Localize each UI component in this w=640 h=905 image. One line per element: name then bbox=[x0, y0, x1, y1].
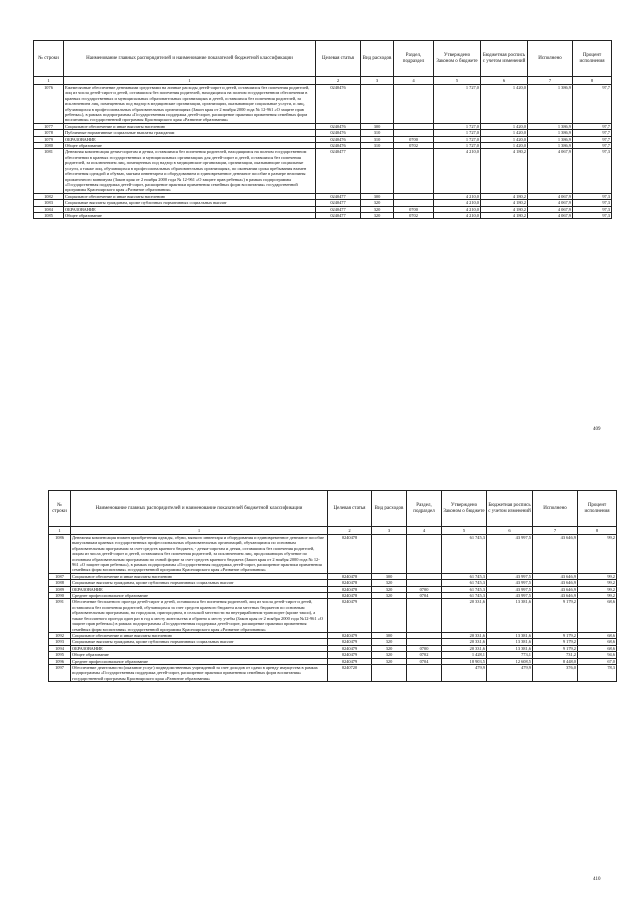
row-budget-list: 43 997,5 bbox=[487, 580, 533, 586]
row-exp-type bbox=[372, 599, 407, 632]
table-row bbox=[49, 664, 617, 681]
row-number: 1084 bbox=[34, 206, 64, 212]
row-section bbox=[394, 85, 434, 124]
col-number: 1 bbox=[64, 77, 316, 85]
table-row bbox=[49, 599, 617, 632]
row-name: Ежемесячные обеспечение денежными средствами на личные расходы детей-сирот и детей, оставшихся без попечения родителей, лиц из числа детей-сирот и детей, оставшихся без попечения родителей, находящихся на полном государственном обеспечении в краевых государственных и муниципальных образовательных организациях и детей, оставшихся без попечения родителей, за исключением лиц, помещенных под надзор в медицинские организации, организации, оказывающие социальные услуги, и лиц, обучающихся в профессиональных образовательных организациях (Закон края от 2 ноября 2000 года № 12-961 «О защите прав ребенка»), в рамках подпрограммы «Государственная поддержка детей-сирот, расширение практики применения семейных форм воспитания» государственной программы Красноярского края «Развитие образования» bbox=[64, 85, 316, 124]
row-percent: 68,6 bbox=[578, 639, 617, 645]
row-executed: 9 179,2 bbox=[533, 639, 578, 645]
row-target: 0240476 bbox=[316, 143, 361, 149]
header-budget-list: Бюджетная роспись с учетом изменений bbox=[487, 491, 533, 527]
row-section bbox=[394, 149, 434, 193]
page-number-410: 410 bbox=[593, 877, 601, 882]
row-exp-type bbox=[361, 149, 394, 193]
row-number: 1086 bbox=[49, 535, 71, 574]
header-section: Раздел, подраздел bbox=[407, 491, 442, 527]
table-header bbox=[49, 491, 617, 527]
row-exp-type: 320 bbox=[361, 200, 394, 206]
row-name: Социальное обеспечение и иные выплаты населению bbox=[64, 123, 316, 129]
row-budget-list: 4 180,2 bbox=[481, 200, 528, 206]
row-target: 0240478 bbox=[328, 586, 372, 592]
row-name: Обеспечение бесплатного проезда детей-сирот и детей, оставшихся без попечения родителей, лиц из числа детей-сирот и детей, оставшихся без попечения родителей, обучающихся за счет средств краевого бюджета или местных бюджетов по основным образовательным программам, на городском, пригородном, в сельской местности на внутрирайонном транспорте (кроме такси), а также бесплатного проезда один раз в год к месту жительства и обратно к месту учебы (Закон края от 2 ноября 2000 года №12-961 «О защите прав ребенка») в рамках подпрограммы «Государственная поддержка детей-сирот, расширение практики применения семейных форм воспитания» государственной программы Красноярского края «Развитие образования» bbox=[71, 599, 328, 632]
row-name: Денежная компенсация взамен приобретения одежды, обуви, мягкого инвентаря и оборудования и единовременное денежное пособие выпускникам краевых государственных профессиональных образовательных организаций, обучающимся по основным образовательным программам за счет средств краевого бюджета, - детям-сиротам и детям, оставшимся без попечения родителей, лицам из числа детей-сирот и детей, оставшихся без попечения родителей, за исключением лиц, продолжающих обучение по основным образовательным программам по очной форме за счет средств краевого бюджета (Закон края от 2 ноября 2000 года № 12-961 «О защите прав ребенка»), в рамках подпрограммы «Государственная поддержка детей-сирот, расширение практики применения семейных форм воспитания» государственной программы Красноярского края «Развитие образования» bbox=[71, 535, 328, 574]
row-budget-list: 13 381,6 bbox=[487, 632, 533, 638]
row-target: 0240477 bbox=[316, 200, 361, 206]
header-name: Наименование главных распорядителей и наименование показателей бюджетной классификации bbox=[64, 41, 316, 77]
row-name: Денежная компенсация детям-сиротам и детям, оставшимся без попечения родителей, находящимся на полном государственном обеспечении в краевых государственных и муниципальных организациях для детей-сирот и детей, оставшихся без попечения родителей, за исключением лиц, помещенных под надзор в медицинские организации, организации, оказывающие социальные услуги, а также лиц, обучающихся в профессиональных образовательных организациях, по окончании срока пребывания взамен обеспечения одеждой и обувью, мягким инвентарем и оборудованием и единовременное денежное пособие в размере величины прожиточного минимума (Закон края от 2 ноября 2000 года № 12-961 «О защите прав ребенка») в рамках подпрограммы «Государственная поддержка детей-сирот, расширение практики применения семейных форм воспитания» государственной программы Красноярского края «Развитие образования» bbox=[64, 149, 316, 193]
row-name: Социальное обеспечение и иные выплаты населению bbox=[64, 193, 316, 199]
row-budget-list: 43 997,5 bbox=[487, 535, 533, 574]
row-exp-type: 320 bbox=[372, 580, 407, 586]
row-target: 0240478 bbox=[328, 580, 372, 586]
row-approved: 479,9 bbox=[442, 664, 487, 681]
row-percent: 99,2 bbox=[578, 586, 617, 592]
row-percent: 97,3 bbox=[573, 206, 612, 212]
row-name: Общее образование bbox=[64, 212, 316, 218]
col-number: 1 bbox=[49, 527, 71, 535]
row-percent: 97,7 bbox=[573, 136, 612, 142]
col-number: 1 bbox=[71, 527, 328, 535]
row-name: Социальные выплаты гражданам, кроме публичных нормативных социальных выплат bbox=[71, 580, 328, 586]
row-target: 0240479 bbox=[328, 652, 372, 658]
row-approved: 61 745,3 bbox=[442, 573, 487, 579]
row-percent: 97,3 bbox=[573, 212, 612, 218]
row-section: 0704 bbox=[407, 593, 442, 599]
row-executed: 43 646,9 bbox=[533, 573, 578, 579]
row-target: 0240477 bbox=[316, 193, 361, 199]
row-name: Среднее профессиональное образование bbox=[71, 658, 328, 664]
row-budget-list: 12 608,5 bbox=[487, 658, 533, 664]
row-approved: 1 727,0 bbox=[434, 130, 481, 136]
row-target: 0240479 bbox=[328, 632, 372, 638]
row-budget-list: 43 997,5 bbox=[487, 586, 533, 592]
row-approved: 20 331,6 bbox=[442, 645, 487, 651]
row-exp-type: 300 bbox=[372, 632, 407, 638]
row-budget-list: 13 381,6 bbox=[487, 645, 533, 651]
row-approved: 4 210,0 bbox=[434, 193, 481, 199]
row-percent: 78,3 bbox=[578, 664, 617, 681]
row-number: 1095 bbox=[49, 652, 71, 658]
table-row bbox=[34, 149, 612, 193]
row-target: 0240478 bbox=[328, 573, 372, 579]
row-budget-list: 1 420,0 bbox=[481, 143, 528, 149]
row-exp-type: 300 bbox=[372, 573, 407, 579]
row-percent: 97,7 bbox=[573, 130, 612, 136]
row-number: 1093 bbox=[49, 639, 71, 645]
row-budget-list: 13 381,6 bbox=[487, 639, 533, 645]
col-number: 6 bbox=[487, 527, 533, 535]
row-number: 1088 bbox=[49, 580, 71, 586]
col-number: 8 bbox=[573, 77, 612, 85]
row-target: 0240479 bbox=[328, 645, 372, 651]
row-approved: 1 727,0 bbox=[434, 143, 481, 149]
row-exp-type: 320 bbox=[372, 639, 407, 645]
column-numbers-row bbox=[49, 527, 617, 535]
row-number: 1076 bbox=[34, 85, 64, 124]
row-percent: 97,7 bbox=[573, 85, 612, 124]
row-executed: 1 386,9 bbox=[528, 85, 573, 124]
row-executed: 4 067,9 bbox=[528, 149, 573, 193]
row-target: 0240476 bbox=[316, 123, 361, 129]
row-executed: 43 646,9 bbox=[533, 593, 578, 599]
row-executed: 9 179,2 bbox=[533, 632, 578, 638]
row-percent: 97,7 bbox=[573, 123, 612, 129]
row-number: 1081 bbox=[34, 149, 64, 193]
budget-table-page-410 bbox=[48, 490, 617, 682]
header-exp-type: Вид расходов bbox=[361, 41, 394, 77]
row-number: 1083 bbox=[34, 200, 64, 206]
row-budget-list: 13 381,6 bbox=[487, 599, 533, 632]
row-approved: 20 331,6 bbox=[442, 599, 487, 632]
row-number: 1092 bbox=[49, 632, 71, 638]
row-number: 1080 bbox=[34, 143, 64, 149]
row-budget-list: 1 420,0 bbox=[481, 130, 528, 136]
row-section: 0702 bbox=[407, 652, 442, 658]
row-budget-list: 773,1 bbox=[487, 652, 533, 658]
row-name: Среднее профессиональное образование bbox=[71, 593, 328, 599]
row-number: 1079 bbox=[34, 136, 64, 142]
row-name: Социальное обеспечение и иные выплаты населению bbox=[71, 573, 328, 579]
row-exp-type: 310 bbox=[361, 143, 394, 149]
row-percent: 99,2 bbox=[578, 593, 617, 599]
row-number: 1089 bbox=[49, 586, 71, 592]
row-percent: 97,3 bbox=[573, 200, 612, 206]
row-exp-type: 320 bbox=[372, 645, 407, 651]
row-approved: 4 210,0 bbox=[434, 212, 481, 218]
row-executed: 1 386,9 bbox=[528, 130, 573, 136]
row-executed: 9 179,2 bbox=[533, 645, 578, 651]
header-target: Целевая статья bbox=[328, 491, 372, 527]
row-executed: 376,0 bbox=[533, 664, 578, 681]
row-name: ОБРАЗОВАНИЕ bbox=[64, 206, 316, 212]
row-exp-type: 320 bbox=[372, 593, 407, 599]
row-approved: 18 903,5 bbox=[442, 658, 487, 664]
row-executed: 4 067,9 bbox=[528, 200, 573, 206]
row-percent: 97,3 bbox=[573, 149, 612, 193]
row-executed: 43 646,9 bbox=[533, 586, 578, 592]
row-name: Общее образование bbox=[71, 652, 328, 658]
row-target: 0240476 bbox=[316, 85, 361, 124]
row-target: 0240477 bbox=[316, 212, 361, 218]
row-executed: 9 179,2 bbox=[533, 599, 578, 632]
row-percent: 68,6 bbox=[578, 645, 617, 651]
row-target: 0240720 bbox=[328, 664, 372, 681]
row-approved: 1 727,0 bbox=[434, 136, 481, 142]
budget-table-page-409 bbox=[33, 40, 612, 219]
col-number: 8 bbox=[578, 527, 617, 535]
row-name: Социальные выплаты гражданам, кроме публичных нормативных социальных выплат bbox=[64, 200, 316, 206]
row-approved: 4 210,0 bbox=[434, 200, 481, 206]
row-budget-list: 1 420,0 bbox=[481, 123, 528, 129]
row-executed: 8 448,0 bbox=[533, 658, 578, 664]
row-exp-type: 310 bbox=[361, 130, 394, 136]
row-percent: 99,2 bbox=[578, 535, 617, 574]
table-body-page-410 bbox=[49, 535, 617, 682]
header-executed: Исполнено bbox=[533, 491, 578, 527]
row-percent: 97,7 bbox=[573, 143, 612, 149]
row-number: 1087 bbox=[49, 573, 71, 579]
row-budget-list: 43 997,5 bbox=[487, 593, 533, 599]
row-approved: 1 727,0 bbox=[434, 123, 481, 129]
row-percent: 99,2 bbox=[578, 580, 617, 586]
row-approved: 4 210,0 bbox=[434, 149, 481, 193]
row-budget-list: 4 180,2 bbox=[481, 149, 528, 193]
col-number: 4 bbox=[407, 527, 442, 535]
table-body-page-409 bbox=[34, 85, 612, 219]
table-row bbox=[34, 212, 612, 218]
header-row-no: № строки bbox=[49, 491, 71, 527]
row-target: 0240478 bbox=[328, 535, 372, 574]
row-section: 0700 bbox=[407, 586, 442, 592]
header-target: Целевая статья bbox=[316, 41, 361, 77]
row-percent: 94,6 bbox=[578, 652, 617, 658]
row-budget-list: 4 180,2 bbox=[481, 212, 528, 218]
header-percent: Процент исполнения bbox=[573, 41, 612, 77]
header-row-no: № строки bbox=[34, 41, 64, 77]
col-number: 7 bbox=[528, 77, 573, 85]
row-percent: 67,0 bbox=[578, 658, 617, 664]
header-name: Наименование главных распорядителей и наименование показателей бюджетной классификации bbox=[71, 491, 328, 527]
col-number: 4 bbox=[394, 77, 434, 85]
row-approved: 61 745,3 bbox=[442, 580, 487, 586]
row-name: Социальные выплаты гражданам, кроме публичных нормативных социальных выплат bbox=[71, 639, 328, 645]
row-target: 0240476 bbox=[316, 130, 361, 136]
row-executed: 43 646,9 bbox=[533, 580, 578, 586]
row-percent: 99,2 bbox=[578, 573, 617, 579]
row-name: Общее образование bbox=[64, 143, 316, 149]
row-budget-list: 43 997,5 bbox=[487, 573, 533, 579]
row-percent: 68,6 bbox=[578, 599, 617, 632]
header-section: Раздел, подраздел bbox=[394, 41, 434, 77]
header-exp-type: Вид расходов bbox=[372, 491, 407, 527]
col-number: 6 bbox=[481, 77, 528, 85]
row-section bbox=[407, 664, 442, 681]
row-budget-list: 4 180,2 bbox=[481, 206, 528, 212]
row-section bbox=[407, 535, 442, 574]
page-number-409: 409 bbox=[593, 427, 601, 432]
col-number: 1 bbox=[34, 77, 64, 85]
row-target: 0240479 bbox=[328, 658, 372, 664]
row-approved: 1 428,1 bbox=[442, 652, 487, 658]
row-target: 0240479 bbox=[328, 599, 372, 632]
row-approved: 61 745,3 bbox=[442, 535, 487, 574]
header-budget-list: Бюджетная роспись с учетом изменений bbox=[481, 41, 528, 77]
row-approved: 4 210,0 bbox=[434, 206, 481, 212]
row-exp-type bbox=[372, 664, 407, 681]
row-approved: 1 727,0 bbox=[434, 85, 481, 124]
col-number: 5 bbox=[434, 77, 481, 85]
row-section: 0700 bbox=[394, 206, 434, 212]
row-number: 1077 bbox=[34, 123, 64, 129]
row-section: 0704 bbox=[407, 658, 442, 664]
row-name: Социальное обеспечение и иные выплаты населению bbox=[71, 632, 328, 638]
row-target: 0240477 bbox=[316, 206, 361, 212]
col-number: 7 bbox=[533, 527, 578, 535]
row-number: 1078 bbox=[34, 130, 64, 136]
row-executed: 1 386,9 bbox=[528, 123, 573, 129]
row-executed: 1 386,9 bbox=[528, 143, 573, 149]
column-numbers-row bbox=[34, 77, 612, 85]
row-target: 0240478 bbox=[328, 593, 372, 599]
row-name: ОБРАЗОВАНИЕ bbox=[64, 136, 316, 142]
row-name: Публичные нормативные социальные выплаты гражданам bbox=[64, 130, 316, 136]
row-budget-list: 4 180,2 bbox=[481, 193, 528, 199]
row-approved: 20 331,6 bbox=[442, 632, 487, 638]
row-section: 0700 bbox=[407, 645, 442, 651]
row-exp-type bbox=[361, 85, 394, 124]
row-budget-list: 1 420,0 bbox=[481, 85, 528, 124]
row-executed: 4 067,9 bbox=[528, 193, 573, 199]
row-executed: 4 067,9 bbox=[528, 206, 573, 212]
row-section: 0702 bbox=[394, 143, 434, 149]
row-percent: 68,6 bbox=[578, 632, 617, 638]
row-number: 1097 bbox=[49, 664, 71, 681]
table-header bbox=[34, 41, 612, 77]
row-name: Обеспечение деятельности (оказание услуг) подведомственных учреждений за счет доходов от сдачи в аренду имущества в рамках подпрограммы «Государственная поддержка детей-сирот, расширение практики применения семейных форм воспитания» государственной программы Красноярского края «Развитие образования» bbox=[71, 664, 328, 681]
header-executed: Исполнено bbox=[528, 41, 573, 77]
col-number: 2 bbox=[316, 77, 361, 85]
row-name: ОБРАЗОВАНИЕ bbox=[71, 586, 328, 592]
row-exp-type: 300 bbox=[361, 193, 394, 199]
header-approved: Утверждено Законом о бюджете bbox=[442, 491, 487, 527]
header-percent: Процент исполнения bbox=[578, 491, 617, 527]
row-approved: 20 331,6 bbox=[442, 639, 487, 645]
row-number: 1085 bbox=[34, 212, 64, 218]
row-number: 1096 bbox=[49, 658, 71, 664]
table-row bbox=[34, 85, 612, 124]
row-name: ОБРАЗОВАНИЕ bbox=[71, 645, 328, 651]
row-number: 1094 bbox=[49, 645, 71, 651]
col-number: 5 bbox=[442, 527, 487, 535]
row-executed: 1 386,9 bbox=[528, 136, 573, 142]
col-number: 2 bbox=[328, 527, 372, 535]
header-approved: Утверждено Законом о бюджете bbox=[434, 41, 481, 77]
row-exp-type: 320 bbox=[361, 206, 394, 212]
row-exp-type: 320 bbox=[372, 652, 407, 658]
row-percent: 97,3 bbox=[573, 193, 612, 199]
row-section: 0702 bbox=[394, 212, 434, 218]
row-target: 0240477 bbox=[316, 149, 361, 193]
row-executed: 731,2 bbox=[533, 652, 578, 658]
row-number: 1091 bbox=[49, 599, 71, 632]
row-exp-type: 300 bbox=[361, 123, 394, 129]
table-row bbox=[49, 535, 617, 574]
row-target: 0240476 bbox=[316, 136, 361, 142]
row-target: 0240479 bbox=[328, 639, 372, 645]
row-number: 1082 bbox=[34, 193, 64, 199]
row-number: 1090 bbox=[49, 593, 71, 599]
row-section bbox=[407, 599, 442, 632]
row-exp-type: 320 bbox=[361, 212, 394, 218]
row-executed: 43 646,9 bbox=[533, 535, 578, 574]
row-exp-type: 310 bbox=[361, 136, 394, 142]
row-executed: 4 067,9 bbox=[528, 212, 573, 218]
col-number: 3 bbox=[372, 527, 407, 535]
row-approved: 61 745,3 bbox=[442, 593, 487, 599]
col-number: 3 bbox=[361, 77, 394, 85]
row-exp-type: 320 bbox=[372, 658, 407, 664]
row-section: 0700 bbox=[394, 136, 434, 142]
row-approved: 61 745,3 bbox=[442, 586, 487, 592]
row-budget-list: 1 420,0 bbox=[481, 136, 528, 142]
row-budget-list: 479,9 bbox=[487, 664, 533, 681]
row-exp-type bbox=[372, 535, 407, 574]
row-exp-type: 320 bbox=[372, 586, 407, 592]
